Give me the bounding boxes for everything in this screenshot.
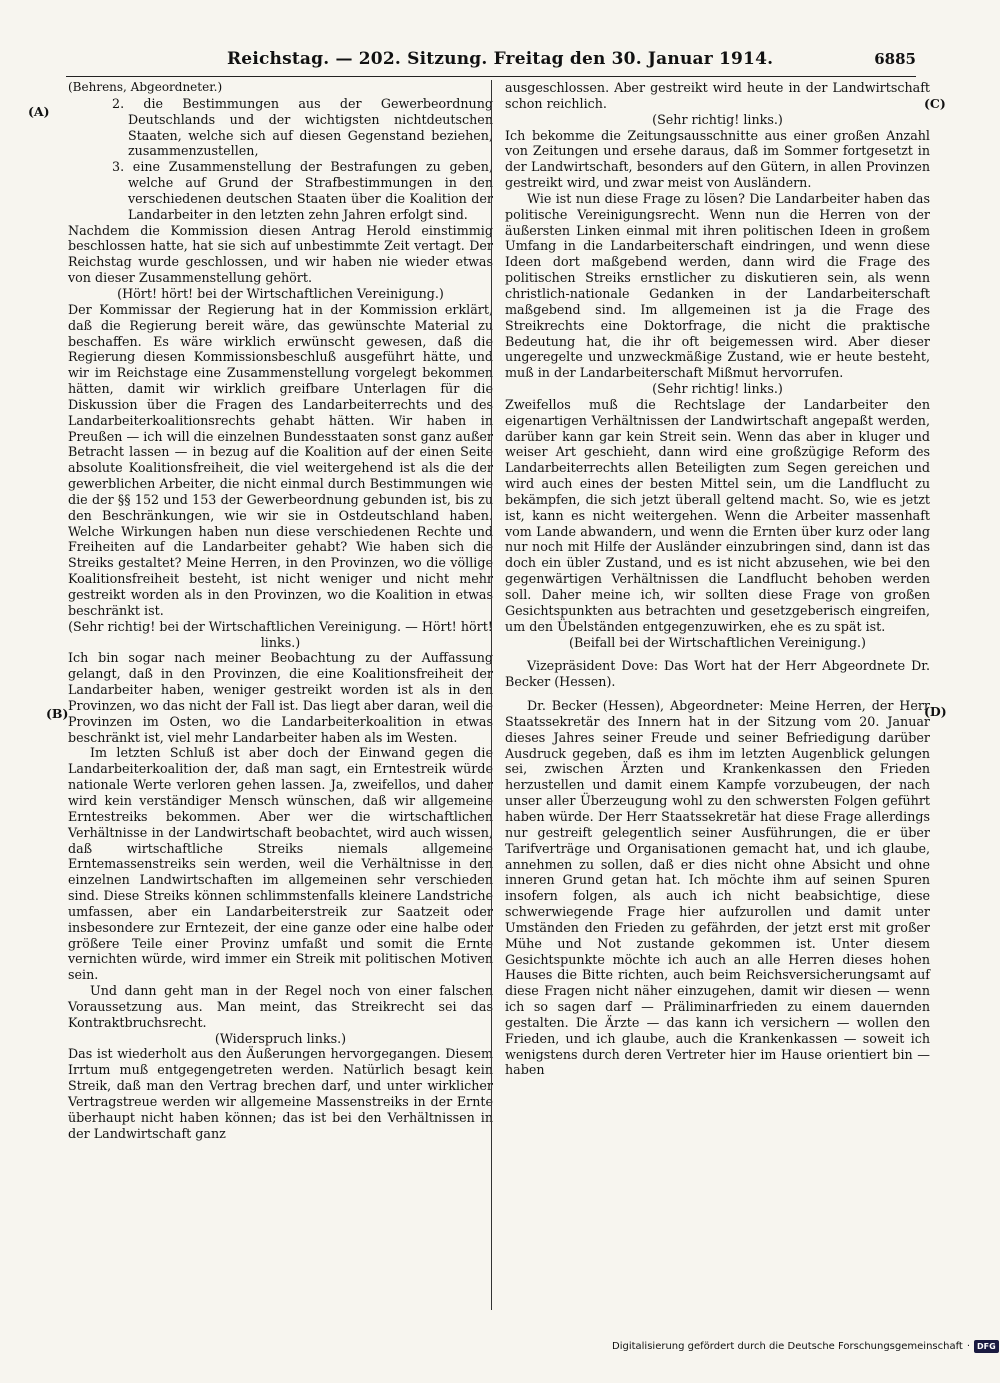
list-item: 3. eine Zusammenstellung der Bestrafungen zu geben, welche auf Grund der Strafbestimmungen in den verschiedenen deutschen Staaten über die Koalition der Landarbeiter in den letzten zehn Jahren erfolgt sind.	[112, 159, 493, 222]
header-rule	[66, 76, 916, 77]
spacer	[505, 650, 930, 658]
page-number: 6885	[874, 50, 916, 68]
paragraph: Und dann geht man in der Regel noch von einer falschen Voraussetzung aus. Man meint, das Streikrecht sei das Kontraktbruchsrecht.	[68, 983, 493, 1030]
separator-dot: ·	[966, 1341, 971, 1352]
paragraph: Wie ist nun diese Frage zu lösen? Die Landarbeiter haben das politische Vereinigungsrecht. Wenn nun die Herren von der äußersten Linken einmal mit ihren politischen Ideen in großem Umfang in die Landarbeiterschaft eindringen, und wenn diese Ideen dort maßgebend werden, dann wird die Frage des politischen Streiks ernstlicher zu diskutieren sein, als wenn christlich-nationale Gedanken in der Landarbeiterschaft maßgebend sind. Im allgemeinen ist ja die Frage des Streikrechts eine Doktorfrage, die nicht die praktische Bedeutung hat, die ihr oft beigemessen wird. Aber dieser ungeregelte und unzweckmäßige Zustand, wie er heute besteht, muß in der Landarbeiterschaft Mißmut hervorrufen.	[505, 190, 930, 381]
chair-statement: Vizepräsident Dove: Das Wort hat der Herr Abgeordnete Dr. Becker (Hessen).	[505, 658, 930, 690]
paragraph: Der Kommissar der Regierung hat in der Kommission erklärt, daß die Regierung bereit wäre, das gewünschte Material zu beschaffen. Es wäre wirklich erwünscht gewesen, daß die Regierung diesen Kommissionsbeschluß ausgeführt hätte, und wir im Reichstage eine Zusammenstellung vorgelegt bekommen hätten, damit wir wirklich greifbare Unterlagen für die Diskussion über die Fragen des Landarbeiterrechts und des Landarbeiterkoalitionsrechts gehabt hätten. Wir haben in Preußen — ich will die einzelnen Bundesstaaten sonst ganz außer Betracht lassen — in bezug auf die Koalition auf der einen Seite absolute Koalitionsfreiheit, die viel weitergehend ist als die der gewerblichen Arbeiter, die nicht einmal durch Bestimmungen wie die der §§ 152 und 153 der Gewerbeordnung gebunden ist, bis zu den Beschränkungen, wie wir sie in Ostdeutschland haben. Welche Wirkungen haben nun diese verschiedenen Rechte und Freiheiten auf die Landarbeiter gehabt? Wie haben sich die Streiks gestaltet? Meine Herren, in den Provinzen, wo die völlige Koalitionsfreiheit besteht, ist nicht weniger und nicht mehr gestreikt worden als in den Provinzen, wo die Koalition in etwas beschränkt ist.	[68, 301, 493, 618]
footer-credit	[612, 1340, 999, 1353]
paragraph: Zweifellos muß die Rechtslage der Landarbeiter den eigenartigen Verhältnissen der Landwirtschaft angepaßt werden, darüber kann gar kein Streit sein. Wenn das aber in kluger und weiser Art geschieht, dann wird eine großzügige Reform des Landarbeiterrechts allen Beteiligten zum Segen gereichen und wird auch eines der besten Mittel sein, um die Landflucht zu bekämpfen, die sich jetzt überall geltend macht. So, wie es jetzt ist, kann es nicht weitergehen. Wenn die Arbeiter massenhaft vom Lande abwandern, und wenn die Ernten über kurz oder lang nur noch mit Hilfe der Ausländer einzubringen sind, dann ist das doch ein übler Zustand, und es ist nicht abzusehen, wie bei den gegenwärtigen Verhältnissen die Landflucht behoben werden soll. Daher meine ich, wir sollten diese Frage von großen Gesichtspunkten aus betrachten und gesetzgeberisch eingreifen, um den Übelständen entgegenzuwirken, ehe es zu spät ist.	[505, 396, 930, 634]
footer-text: Digitalisierung gefördert durch die Deutsche Forschungsgemeinschaft	[612, 1341, 963, 1352]
right-column	[505, 80, 930, 1078]
interjection: (Widerspruch links.)	[214, 1030, 347, 1046]
speaker-line: (Behrens, Abgeordneter.)	[68, 80, 223, 94]
paragraph: Ich bin sogar nach meiner Beobachtung zu der Auffassung gelangt, daß in den Provinzen, die eine Koalitionsfreiheit der Landarbeiter haben, weniger gestreikt worden ist als in den Provinzen, wo das nicht der Fall ist. Das liegt aber daran, weil die Provinzen im Osten, wo die Landarbeiterkoalition in etwas beschränkt ist, viel mehr Landarbeiter haben als im Westen.	[68, 650, 493, 745]
interjection: (Sehr richtig! links.)	[652, 111, 783, 127]
margin-mark-c: (C)	[924, 96, 946, 111]
paragraph: Das ist wiederholt aus den Äußerungen hervorgegangen. Diesem Irrtum muß entgegengetreten werden. Natürlich besagt kein Streik, daß man den Vertrag brechen darf, und unter wirklicher Vertragstreue werden wir allgemeine Massenstreiks in der Ernte überhaupt nicht haben können; das ist bei den Verhältnissen in der Landwirtschaft ganz	[68, 1046, 493, 1141]
header-title: Reichstag. — 202. Sitzung. Freitag den 30. Januar 1914.	[226, 49, 774, 69]
spacer	[505, 690, 930, 698]
paragraph: ausgeschlossen. Aber gestreikt wird heute in der Landwirtschaft schon reichlich.	[505, 80, 930, 111]
interjection: (Sehr richtig! links.)	[652, 381, 783, 397]
margin-mark-d: (D)	[924, 704, 947, 719]
column-divider	[491, 80, 492, 1310]
paragraph: Nachdem die Kommission diesen Antrag Herold einstimmig beschlossen hatte, hat sie sich auf unbestimmte Zeit vertagt. Der Reichstag wurde geschlossen, und wir haben nie wieder etwas von dieser Zusammenstellung gehört.	[68, 222, 493, 286]
dfg-logo-icon: DFG	[974, 1340, 999, 1353]
paragraph: Im letzten Schluß ist aber doch der Einwand gegen die Landarbeiterkoalition der, daß man sagt, ein Erntestreik würde nationale Werte verloren gehen lassen. Ja, zweifellos, und daher wird kein verständiger Mensch wünschen, daß wir allgemeine Erntestreiks bekommen. Aber wer die wirtschaftlichen Verhältnisse in der Landwirtschaft beobachtet, wird auch wissen, daß wirtschaftliche Streiks niemals allgemeine Erntemassenstreiks sein werden, weil die Verhältnisse in den einzelnen Landwirtschaften im allgemeinen sehr verschieden sind. Diese Streiks können schlimmstenfalls kleinere Landstriche umfassen, aber ein Landarbeiterstreik zur Saatzeit oder insbesondere zur Erntezeit, der eine ganze oder eine halbe oder größere Teile einer Provinz umfaßt und somit die Ernte vernichten würde, wird immer ein Streik mit politischen Motiven sein.	[68, 745, 493, 983]
margin-mark-b: (B)	[46, 706, 69, 721]
list-item: 2. die Bestimmungen aus der Gewerbeordnung Deutschlands und der wichtigsten nichtdeutschen Staaten, welche sich auf diesen Gegenstand beziehen, zusammenzustellen,	[112, 95, 493, 159]
margin-mark-a: (A)	[28, 104, 50, 119]
page-header	[66, 44, 916, 74]
interjection: (Sehr richtig! bei der Wirtschaftlichen Vereinigung. — Hört! hört! links.)	[68, 618, 493, 650]
left-column	[68, 80, 493, 1142]
interjection: (Hört! hört! bei der Wirtschaftlichen Vereinigung.)	[117, 285, 444, 301]
interjection: (Beifall bei der Wirtschaftlichen Vereinigung.)	[569, 634, 866, 650]
paragraph: Dr. Becker (Hessen), Abgeordneter: Meine Herren, der Herr Staatssekretär des Innern hat in der Sitzung vom 20. Januar dieses Jahres seiner Freude und seiner Befriedigung darüber Ausdruck gegeben, daß es ihm im letzten Augenblick gelungen sei, zwischen Ärzten und Krankenkassen den Frieden herzustellen und damit einem Kampfe vorzubeugen, der nach unser aller Überzeugung wohl zu den schwersten Folgen geführt haben würde. Der Herr Staatssekretär hat diese Frage allerdings nur gestreift gelegentlich seiner Ausführungen, die er über Tarifverträge und Organisationen gemacht hat, und ich glaube, annehmen zu sollen, daß er dies nicht ohne Absicht und ohne inneren Grund getan hat. Ich möchte ihm auf seinen Spuren insofern folgen, als auch ich nicht beabsichtige, diese schwerwiegende Frage hier aufzurollen und damit unter Umständen den Frieden zu gefährden, der jetzt erst mit großer Mühe und Not zustande gekommen ist. Unter diesem Gesichtspunkte möchte ich auch an alle Herren dieses hohen Hauses die Bitte richten, auch beim Reichsversicherungsamt auf diese Fragen nicht näher einzugehen, damit wir diesen — wenn ich so sagen darf — Präliminarfrieden zu einem dauernden gestalten. Die Ärzte — das kann ich versichern — wollen den Frieden, und ich glaube, auch die Krankenkassen — soweit ich wenigstens durch deren Vertreter hier im Hause orientiert bin — haben	[505, 698, 930, 1078]
paragraph: Ich bekomme die Zeitungsausschnitte aus einer großen Anzahl von Zeitungen und ersehe daraus, daß im Sommer fortgesetzt in der Landwirtschaft, besonders auf den Gütern, in allen Provinzen gestreikt wird, und zwar meist von Ausländern.	[505, 127, 930, 191]
